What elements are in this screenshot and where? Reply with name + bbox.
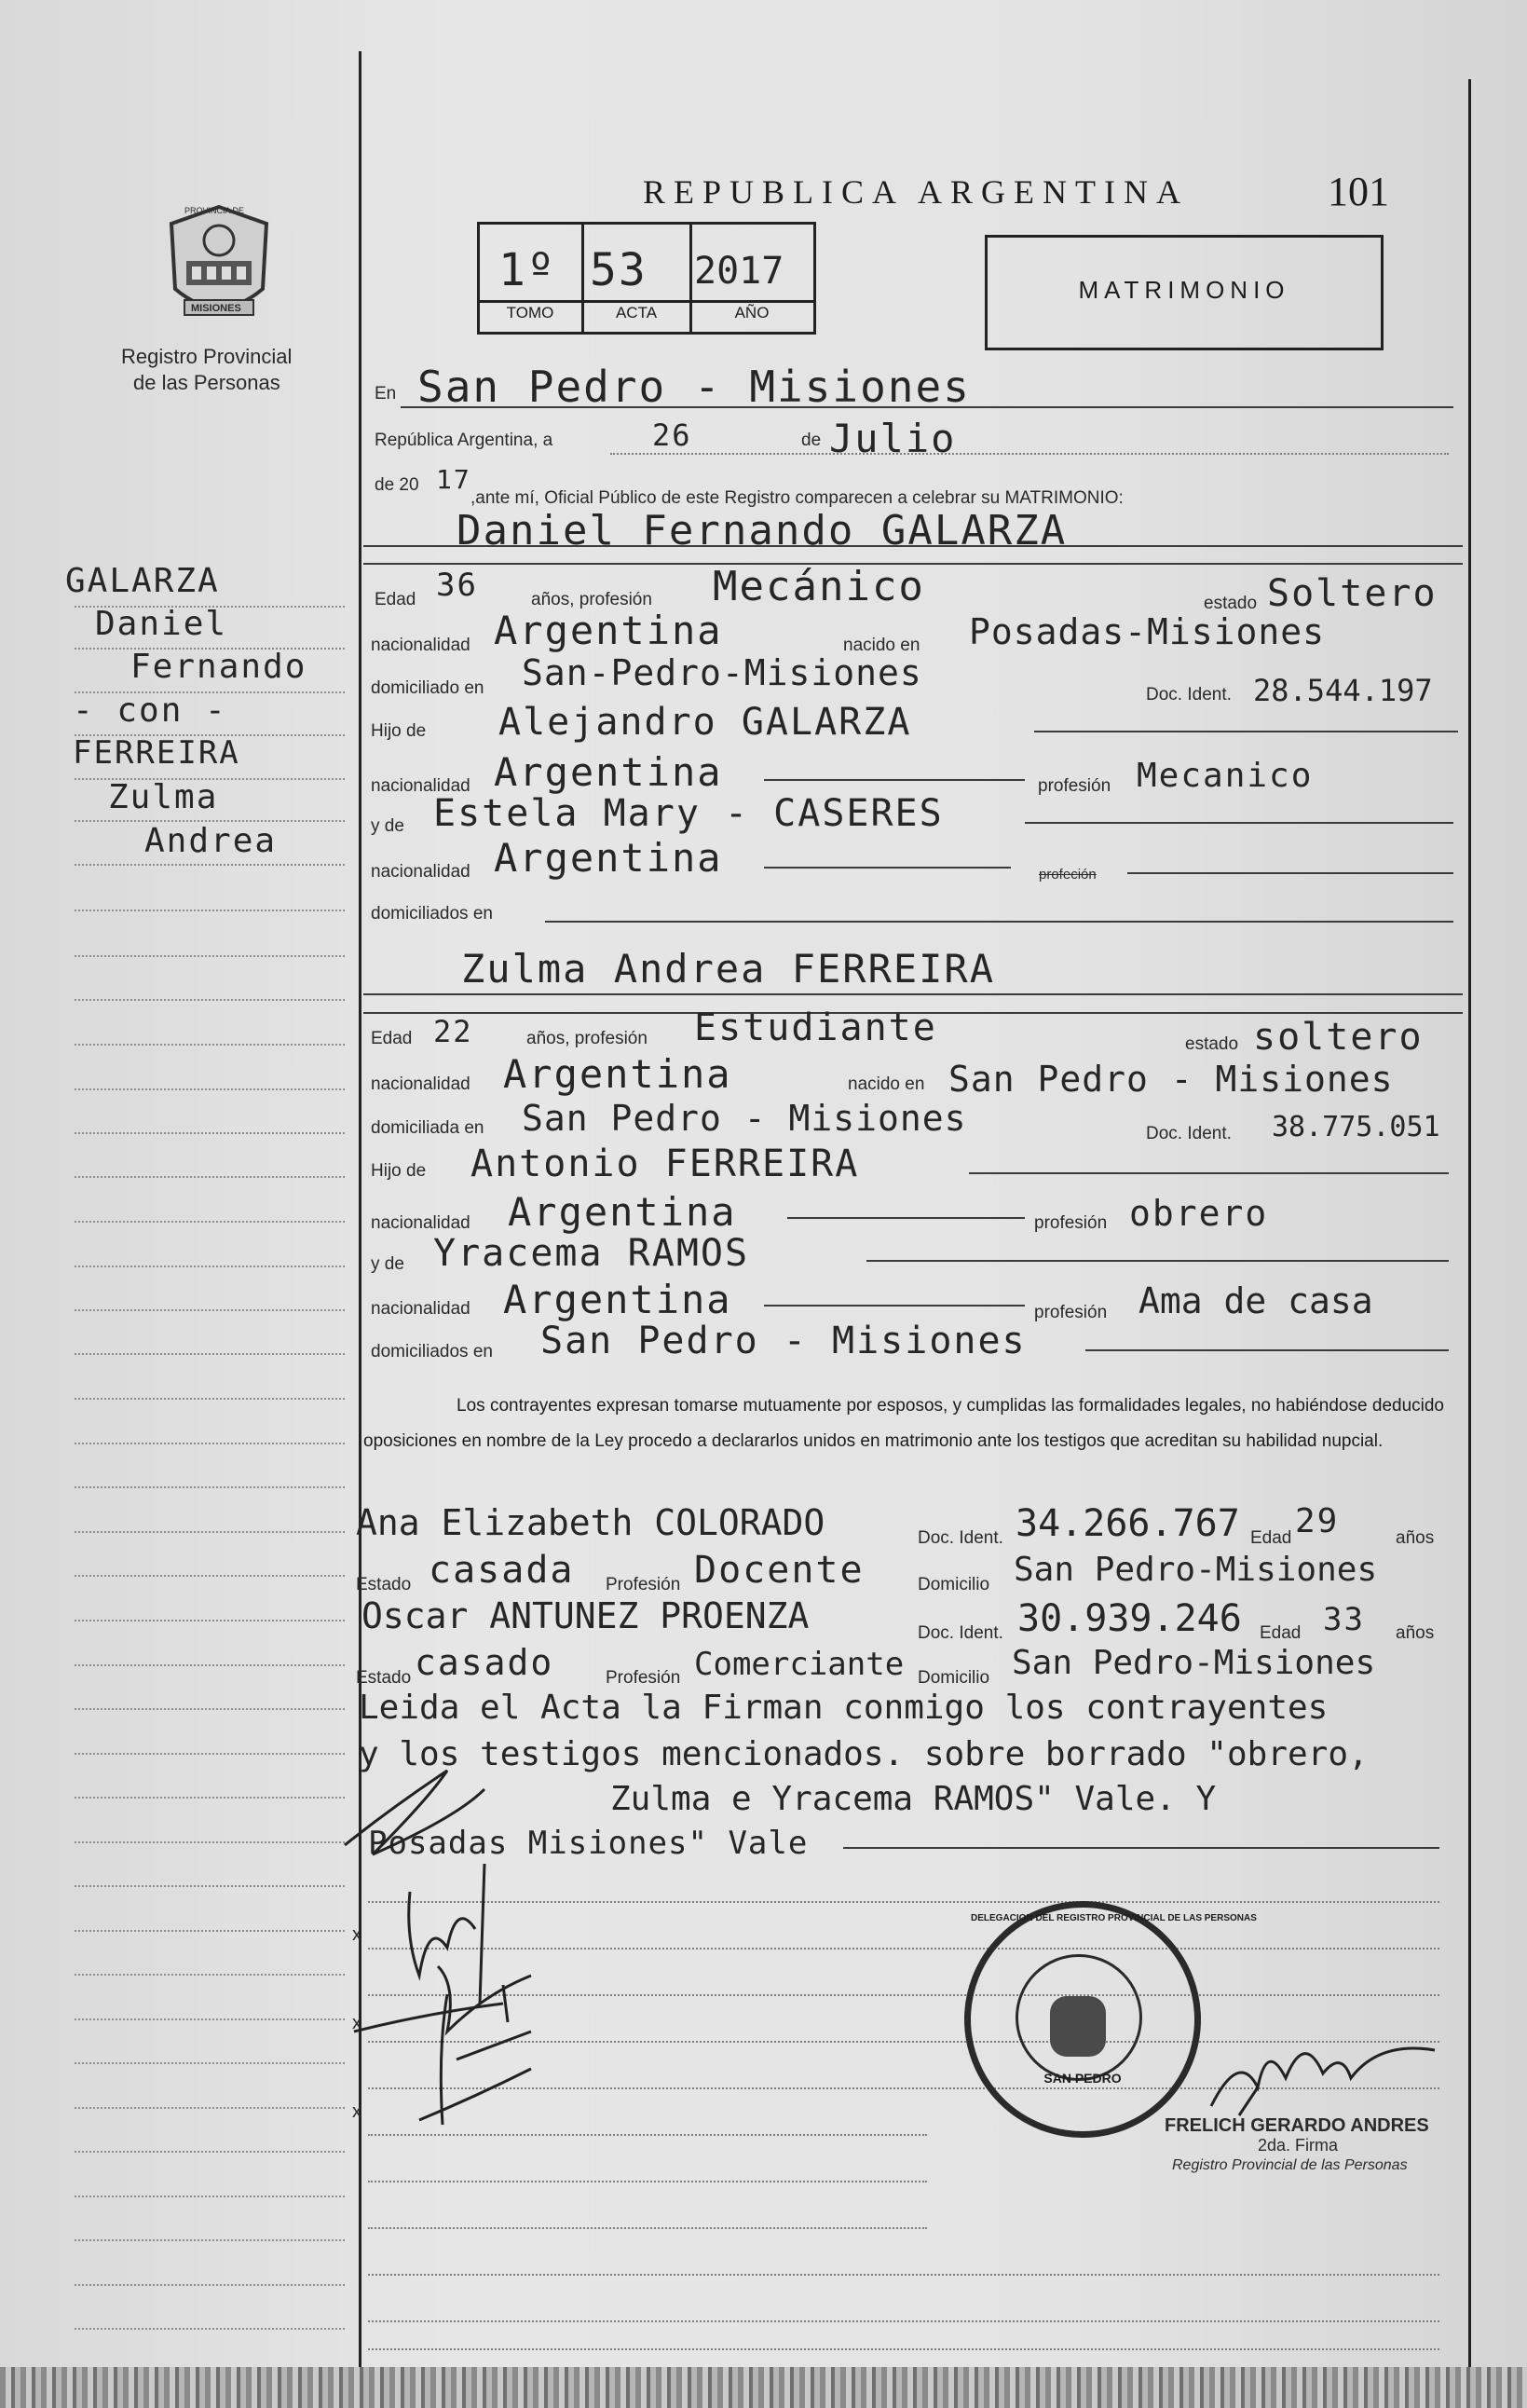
ante-text: ,ante mí, Oficial Público de este Registro comparecen a celebrar su MATRIMONIO: <box>470 488 1124 508</box>
witness1-name: Ana Elizabeth COLORADO <box>356 1502 825 1543</box>
section-rule <box>363 993 1463 995</box>
officer-name: FRELICH GERARDO ANDRES <box>1165 2115 1429 2136</box>
bride-mother: Yracema RAMOS <box>433 1232 750 1275</box>
witness2-profession: Comerciante <box>694 1646 905 1683</box>
witness2-name: Oscar ANTUNEZ PROENZA <box>361 1595 810 1636</box>
witness2-domicile: San Pedro-Misiones <box>1012 1644 1376 1682</box>
bride-father-prof-label: profesión <box>1034 1213 1108 1233</box>
bride-doms-label: domiciliados en <box>371 1342 493 1361</box>
bride-domicile: San Pedro - Misiones <box>522 1098 967 1139</box>
margin-line-7: Andrea <box>144 822 278 860</box>
bride-mother-nac-label: nacionalidad <box>371 1299 470 1319</box>
bride-nacido-label: nacido en <box>848 1074 925 1094</box>
groom-father-prof: Mecanico <box>1137 757 1314 795</box>
witness2-dom-label: Domicilio <box>918 1668 990 1688</box>
bride-estado: soltero <box>1253 1016 1424 1059</box>
margin-line-3: Fernando <box>130 648 307 686</box>
bride-mother-nat: Argentina <box>503 1277 732 1322</box>
margin-line-1: GALARZA <box>65 562 220 600</box>
underline <box>787 1217 1025 1219</box>
acta-label: ACTA <box>615 304 658 322</box>
anio-label: AÑO <box>734 304 770 322</box>
margin-line-2: Daniel <box>95 605 228 643</box>
bride-father-nac-label: nacionalidad <box>371 1213 470 1233</box>
registry-name-line2: de las Personas <box>133 371 280 394</box>
registry-name-line1: Registro Provincial <box>121 345 293 368</box>
bride-mother-prof-label: profesión <box>1034 1303 1108 1322</box>
groom-age: 36 <box>436 567 478 604</box>
underline <box>610 453 1449 455</box>
groom-dom-label: domiciliado en <box>371 678 484 698</box>
margin-line-6: Zulma <box>108 778 219 816</box>
republic-label: República Argentina, a <box>375 431 553 450</box>
section-rule <box>363 545 1463 547</box>
groom-edad-label: Edad <box>375 590 416 609</box>
underline <box>764 867 1011 869</box>
witness1-edad-label: Edad <box>1250 1528 1292 1548</box>
bride-edad-label: Edad <box>371 1029 413 1048</box>
underline <box>969 1172 1449 1174</box>
closing-line-4: Posadas Misiones" Vale <box>368 1825 809 1862</box>
closing-line-1: Leida el Acta la Firman conmigo los contrayentes <box>359 1689 1329 1727</box>
groom-prof-label: años, profesión <box>531 590 652 609</box>
witness1-doc-label: Doc. Ident. <box>918 1528 1003 1548</box>
record-box-divider <box>477 300 813 303</box>
witness1-doc: 34.266.767 <box>1016 1502 1240 1545</box>
witness2-estado: casado <box>415 1642 554 1683</box>
underline <box>764 779 1025 781</box>
groom-nac-label: nacionalidad <box>371 636 470 655</box>
signature-mark-1: x <box>352 1924 361 1945</box>
signature-mark-2: x <box>352 2013 361 2033</box>
witness2-estado-label: Estado <box>356 1668 412 1688</box>
scan-edge <box>0 2367 1527 2408</box>
groom-mother-nat: Argentina <box>494 835 723 881</box>
witness1-estado: casada <box>429 1549 575 1592</box>
closing-line-3: Zulma e Yracema RAMOS" Vale. Y <box>610 1780 1217 1818</box>
bride-profession: Estudiante <box>694 1006 937 1049</box>
groom-mother-prof-label: profeción <box>1039 867 1097 882</box>
groom-mother-nac-label: nacionalidad <box>371 862 470 882</box>
witness1-domicile: San Pedro-Misiones <box>1014 1551 1378 1589</box>
country-title: REPUBLICA ARGENTINA <box>643 173 1190 211</box>
groom-domicile: San-Pedro-Misiones <box>522 652 922 693</box>
tomo-label: TOMO <box>506 304 554 322</box>
declaration-text: Los contrayentes expresan tomarse mutuamente por esposos, y cumplidas las formalidades legales, no habiéndose deducido oposiciones en nombre de la Ley procedo a declararlos unidos en matrimonio ante los testigos que acreditan su habilidad nupcial. <box>363 1396 1444 1451</box>
witness1-anos-label: años <box>1396 1528 1435 1548</box>
underline <box>764 1305 1025 1307</box>
bride-name: Zulma Andrea FERREIRA <box>461 946 996 992</box>
witness2-doc: 30.939.246 <box>1017 1597 1242 1640</box>
stamp-outer-text: DELEGACION DEL REGISTRO PROVINCIAL DE LAS PERSONAS <box>971 1913 1257 1923</box>
bride-prof-label: años, profesión <box>526 1029 648 1048</box>
bride-nac-label: nacionalidad <box>371 1074 470 1094</box>
groom-doms-label: domiciliados en <box>371 904 493 924</box>
day-value: 26 <box>652 417 692 453</box>
groom-birthplace: Posadas-Misiones <box>969 611 1326 652</box>
groom-father: Alejandro GALARZA <box>498 701 912 744</box>
groom-hijo-label: Hijo de <box>371 721 427 741</box>
groom-yde-label: y de <box>371 816 404 836</box>
officer-signature <box>1202 2022 1444 2125</box>
logo-label-bottom: MISIONES <box>191 303 241 314</box>
officer-role: 2da. Firma <box>1258 2136 1339 2155</box>
margin-line-5: FERREIRA <box>73 734 240 772</box>
groom-father-prof-label: profesión <box>1038 776 1111 796</box>
bride-yde-label: y de <box>371 1254 404 1274</box>
bride-father-nat: Argentina <box>508 1189 737 1235</box>
month-value: Julio <box>829 416 957 461</box>
witness1-profession: Docente <box>694 1549 865 1592</box>
underline <box>401 406 1453 408</box>
bride-estado-label: estado <box>1185 1034 1239 1054</box>
en-label: En <box>375 384 397 404</box>
witness1-estado-label: Estado <box>356 1575 412 1594</box>
month-de-label: de <box>801 431 822 450</box>
anio-value: 2017 <box>694 250 784 293</box>
bride-father-prof: obrero <box>1129 1193 1269 1234</box>
record-type: MATRIMONIO <box>1078 276 1290 304</box>
groom-nationality: Argentina <box>494 608 723 653</box>
bride-doc-label: Doc. Ident. <box>1146 1124 1232 1143</box>
groom-profession: Mecánico <box>713 563 925 610</box>
witness1-dom-label: Domicilio <box>918 1575 990 1594</box>
stamp-inner-text: SAN PEDRO <box>1043 2071 1122 2086</box>
underline <box>843 1847 1439 1849</box>
groom-nacido-label: nacido en <box>843 636 920 655</box>
signature-mark-3: x <box>352 2101 361 2122</box>
witness2-edad-label: Edad <box>1260 1623 1302 1643</box>
witness1-prof-label: Profesión <box>606 1575 681 1594</box>
logo-label-top: PROVINCIA DE <box>184 206 245 215</box>
underline <box>1085 1349 1449 1351</box>
groom-estado-label: estado <box>1204 594 1258 613</box>
year-suffix: 17 <box>436 464 471 495</box>
bride-dom-label: domiciliada en <box>371 1118 484 1138</box>
groom-father-nat: Argentina <box>494 749 723 795</box>
bride-birthplace: San Pedro - Misiones <box>948 1059 1394 1100</box>
folio-number: 101 <box>1328 169 1389 214</box>
witness2-prof-label: Profesión <box>606 1668 681 1688</box>
stamp-emblem <box>1050 1996 1106 2057</box>
bride-mother-prof: Ama de casa <box>1138 1280 1373 1321</box>
signatures-drawing <box>317 1752 615 2143</box>
margin-line-4: - con - <box>73 691 227 730</box>
bride-nationality: Argentina <box>503 1051 732 1097</box>
groom-doc-label: Doc. Ident. <box>1146 685 1232 705</box>
bride-doc: 38.775.051 <box>1272 1111 1440 1143</box>
groom-doc: 28.544.197 <box>1253 673 1433 708</box>
tomo-value: 1º <box>498 244 556 296</box>
witness2-anos-label: años <box>1396 1623 1435 1643</box>
groom-father-nac-label: nacionalidad <box>371 776 470 796</box>
underline <box>1025 822 1453 824</box>
witness2-age: 33 <box>1323 1601 1365 1638</box>
bride-father: Antonio FERREIRA <box>470 1142 860 1185</box>
underline <box>545 921 1453 923</box>
place-value: San Pedro - Misiones <box>417 362 971 412</box>
groom-mother: Estela Mary - CASERES <box>433 792 944 835</box>
witness1-age: 29 <box>1295 1502 1340 1540</box>
year-prefix: de 20 <box>375 475 419 495</box>
acta-value: 53 <box>590 244 648 296</box>
bride-age: 22 <box>433 1014 473 1049</box>
frame-right-line <box>1468 79 1471 2372</box>
bride-hijo-label: Hijo de <box>371 1161 427 1181</box>
underline <box>1127 872 1453 874</box>
groom-name: Daniel Fernando GALARZA <box>457 507 1068 554</box>
underline <box>866 1260 1449 1262</box>
closing-line-2: y los testigos mencionados. sobre borrado "obrero, <box>359 1735 1369 1773</box>
bride-parents-domicile: San Pedro - Misiones <box>540 1320 1027 1362</box>
officer-org: Registro Provincial de las Personas <box>1172 2157 1408 2173</box>
groom-estado: Soltero <box>1267 572 1438 615</box>
witness2-doc-label: Doc. Ident. <box>918 1623 1003 1643</box>
registry-stamp <box>964 1901 1257 2138</box>
underline <box>1034 731 1458 732</box>
